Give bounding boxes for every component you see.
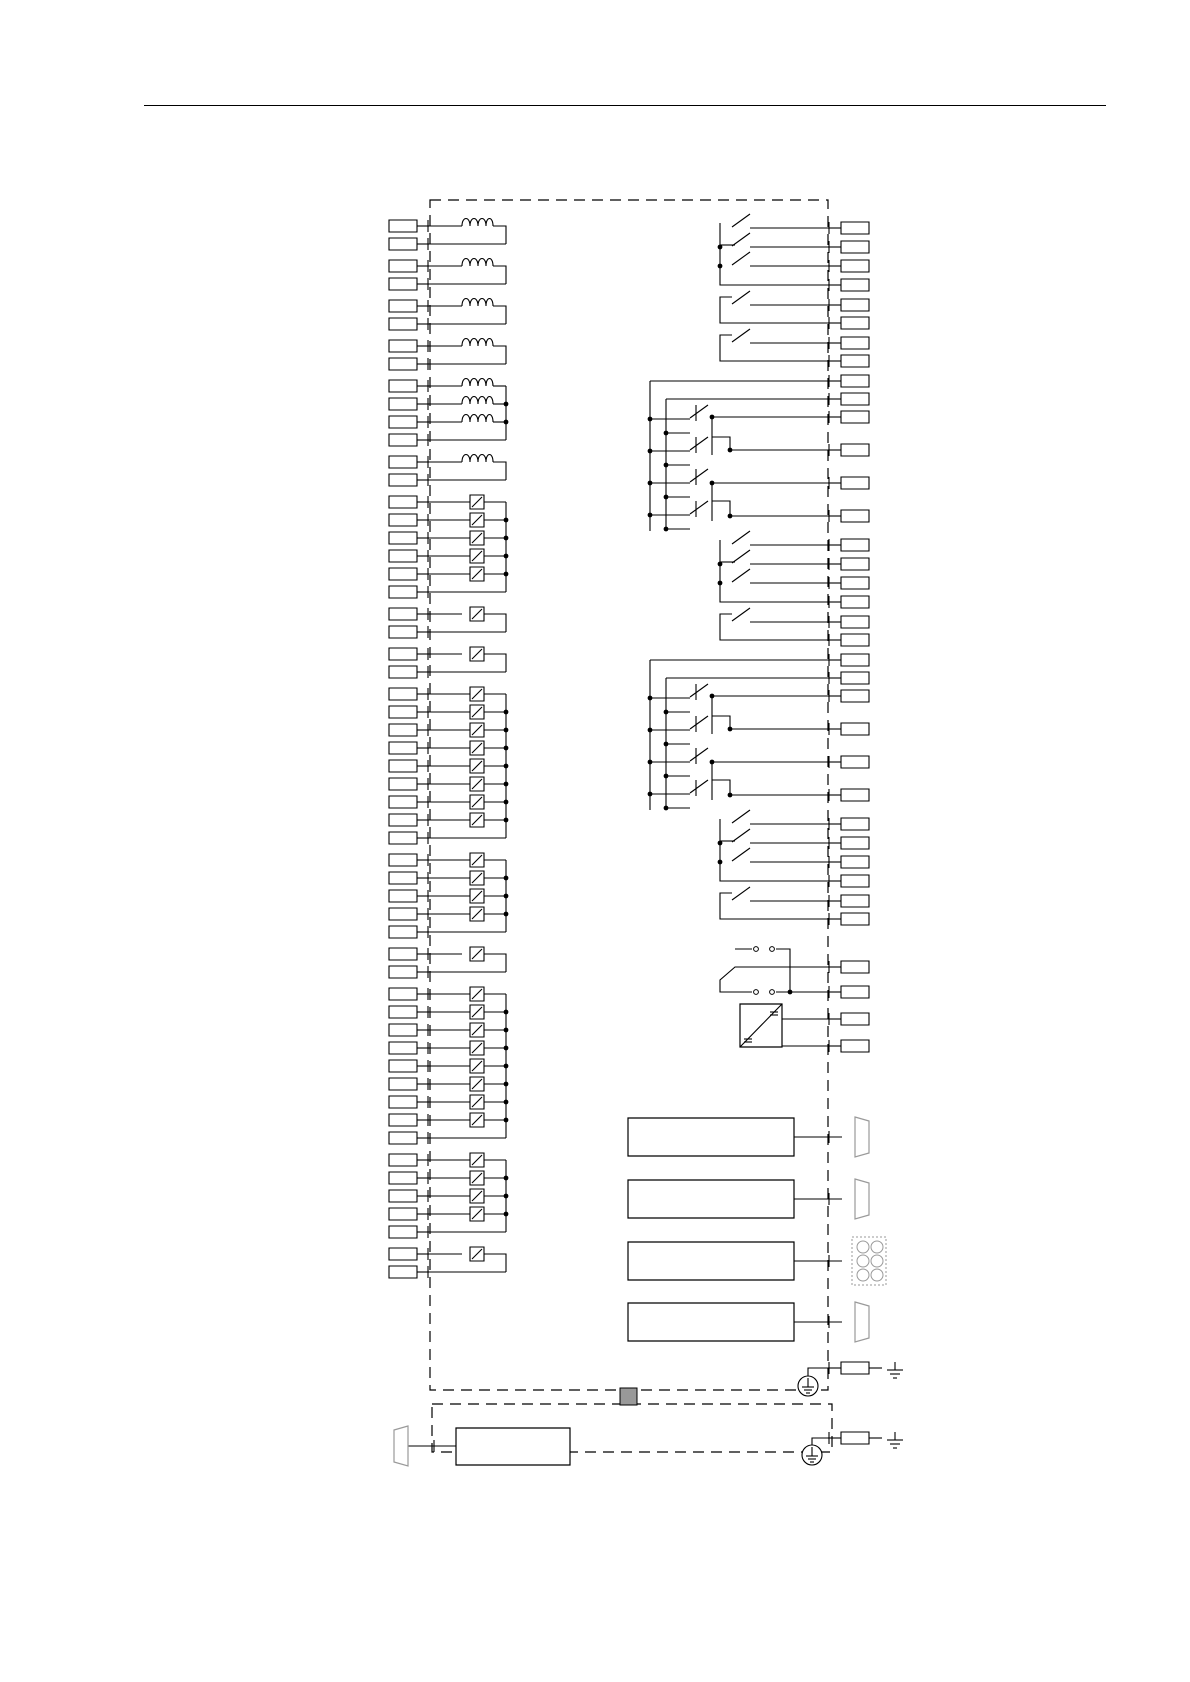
current-transformer-coil-icon (462, 339, 493, 347)
current-transformer-coil-icon (462, 455, 493, 463)
terminal-box (841, 1040, 869, 1052)
terminal-box (841, 789, 869, 801)
terminal-box (389, 260, 417, 272)
output-relay-single (720, 329, 869, 367)
junction-dot (504, 1064, 509, 1069)
terminal-block-transformer (389, 259, 506, 291)
junction-dot (504, 1100, 509, 1105)
relay-contact-blade (690, 405, 708, 418)
terminal-block-optocoupler (389, 647, 506, 678)
terminal-box (389, 568, 417, 580)
terminal-box (389, 1078, 417, 1090)
terminal-block-optocoupler (389, 947, 506, 978)
extension-board (394, 1426, 570, 1466)
terminal-box (389, 988, 417, 1000)
terminal-box (841, 539, 869, 551)
d-sub-connector-icon (394, 1426, 408, 1466)
terminal-box (389, 1060, 417, 1072)
terminal-box (841, 558, 869, 570)
terminal-box (389, 1042, 417, 1054)
relay-contact-blade (732, 531, 750, 544)
terminal-box (389, 760, 417, 772)
terminal-box (389, 872, 417, 884)
relay-contact-blade (732, 848, 750, 861)
terminal-box (841, 818, 869, 830)
junction-dot (504, 728, 509, 733)
ground-icon (887, 1362, 903, 1378)
terminal-box (389, 1208, 417, 1220)
junction-dot (728, 514, 733, 519)
junction-dot (504, 1010, 509, 1015)
terminal-block-transformer (389, 455, 506, 487)
wire (712, 501, 730, 516)
terminal-box (841, 961, 869, 973)
terminal-box (389, 1024, 417, 1036)
relay-contact-blade (732, 252, 750, 265)
terminal-box (389, 550, 417, 562)
terminal-box (841, 299, 869, 311)
fiber-port (871, 1255, 883, 1267)
terminal-box (389, 340, 417, 352)
junction-dot (504, 1176, 509, 1181)
terminal-box (841, 756, 869, 768)
wire (712, 780, 730, 795)
terminal-box (389, 966, 417, 978)
junction-dot (504, 800, 509, 805)
terminal-box (389, 474, 417, 486)
protective-earth-icon (802, 1445, 822, 1465)
terminal-box (841, 654, 869, 666)
current-transformer-coil-icon (462, 259, 493, 267)
terminal-box (389, 1266, 417, 1278)
junction-dot (504, 554, 509, 559)
terminal-block-transformer (389, 219, 506, 251)
terminal-box (841, 913, 869, 925)
output-relay-pair-common (718, 810, 869, 887)
terminal-box (841, 241, 869, 253)
junction-dot (504, 518, 509, 523)
earth-connection (802, 1432, 903, 1465)
relay-contact-blade (732, 569, 750, 582)
terminal-box (389, 358, 417, 370)
junction-dot (504, 402, 509, 407)
junction-dot (710, 694, 715, 699)
junction-dot (504, 746, 509, 751)
terminal-block-optocoupler_group (389, 495, 508, 598)
terminal-box (841, 279, 869, 291)
terminal-box (389, 1190, 417, 1202)
fiber-port (857, 1269, 869, 1281)
relay-contact-blade (732, 829, 750, 842)
terminal-block-transformer (389, 299, 506, 331)
wire (808, 1368, 828, 1376)
terminal-box (389, 1114, 417, 1126)
communication-module-4 (628, 1302, 869, 1342)
current-transformer-coil-icon (462, 299, 493, 307)
open-contact-dot (770, 990, 775, 995)
junction-dot (504, 1028, 509, 1033)
communication-module-1 (628, 1117, 869, 1157)
communication-module-3 (628, 1237, 886, 1285)
terminal-box (389, 890, 417, 902)
output-dc-dc-converter (740, 1004, 869, 1052)
terminal-box (389, 1006, 417, 1018)
earth-connection (798, 1362, 903, 1396)
terminal-box (389, 398, 417, 410)
relay-contact-blade (690, 469, 708, 482)
output-relay-pair-common (718, 531, 869, 608)
relay-contact-blade (690, 716, 708, 729)
terminal-box (389, 1248, 417, 1260)
wire (484, 654, 506, 672)
terminal-box (389, 238, 417, 250)
terminal-box (841, 375, 869, 387)
terminal-box (841, 875, 869, 887)
terminal-block-optocoupler_group (389, 987, 508, 1144)
terminal-box (841, 634, 869, 646)
fiber-optic-connector-icon (852, 1237, 886, 1285)
terminal-box (841, 355, 869, 367)
relay-contact-blade (690, 437, 708, 450)
output-relay-pair-common (718, 214, 869, 291)
relay-contact-blade (690, 684, 708, 697)
terminal-box (389, 742, 417, 754)
terminal-box (389, 380, 417, 392)
relay-contact-blade (732, 214, 750, 227)
terminal-box (389, 514, 417, 526)
current-transformer-coil-icon (462, 415, 493, 423)
junction-dot (718, 860, 723, 865)
open-contact-dot (770, 947, 775, 952)
terminal-box (389, 648, 417, 660)
terminal-block-optocoupler (389, 1247, 506, 1278)
junction-dot (504, 710, 509, 715)
terminal-box (389, 626, 417, 638)
junction-dot (504, 536, 509, 541)
junction-dot (504, 876, 509, 881)
junction-dot (710, 760, 715, 765)
protective-earth-icon (798, 1376, 818, 1396)
relay-contact-blade (732, 233, 750, 246)
terminal-box (389, 908, 417, 920)
junction-dot (504, 572, 509, 577)
wire (720, 223, 828, 285)
current-transformer-coil-icon (462, 397, 493, 405)
open-contact-dot (754, 990, 759, 995)
wire (776, 949, 790, 992)
terminal-block-transformer_group (389, 379, 508, 447)
terminal-box (841, 895, 869, 907)
junction-dot (728, 448, 733, 453)
wire (712, 716, 730, 729)
ground-icon (887, 1432, 903, 1448)
relay-contact-blade (732, 329, 750, 342)
board-link-block (620, 1388, 637, 1405)
terminal-box (389, 318, 417, 330)
junction-dot (710, 481, 715, 486)
terminal-box (841, 260, 869, 272)
wire (493, 346, 506, 364)
current-transformer-coil-icon (462, 379, 493, 387)
junction-dot (504, 1082, 509, 1087)
terminal-box (389, 796, 417, 808)
terminal-box (389, 926, 417, 938)
terminal-block-optocoupler_group (389, 687, 508, 844)
d-sub-connector-icon (855, 1302, 869, 1342)
terminal-block-transformer (389, 339, 506, 371)
junction-dot (504, 1212, 509, 1217)
terminal-box (389, 724, 417, 736)
terminal-box (389, 456, 417, 468)
terminal-box (389, 814, 417, 826)
terminal-box (841, 596, 869, 608)
terminal-box (389, 300, 417, 312)
fiber-port (871, 1241, 883, 1253)
communication-module-box (628, 1180, 794, 1218)
terminal-box (389, 854, 417, 866)
wire (493, 462, 506, 480)
extension-module-box (456, 1428, 570, 1465)
junction-dot (504, 764, 509, 769)
junction-dot (504, 420, 509, 425)
junction-dot (728, 793, 733, 798)
communication-module-box (628, 1242, 794, 1280)
wire (812, 1438, 828, 1445)
terminal-box (389, 532, 417, 544)
terminal-box (389, 608, 417, 620)
fiber-port (857, 1241, 869, 1253)
d-sub-connector-icon (855, 1179, 869, 1219)
output-relay-single (720, 291, 869, 329)
terminal-box (389, 706, 417, 718)
output-relay-single (720, 608, 869, 646)
junction-dot (504, 1194, 509, 1199)
relay-contact-blade (732, 887, 750, 900)
terminal-box (841, 856, 869, 868)
output-power-relay-bank (648, 654, 869, 810)
junction-dot (718, 264, 723, 269)
d-sub-connector-icon (855, 1117, 869, 1157)
wire (484, 1254, 506, 1272)
relay-contact-blade (732, 608, 750, 621)
current-transformer-coil-icon (462, 219, 493, 227)
terminal-box (841, 1362, 869, 1374)
communication-module-box (628, 1118, 794, 1156)
junction-dot (728, 727, 733, 732)
terminal-box (841, 393, 869, 405)
terminal-box (389, 496, 417, 508)
junction-dot (718, 581, 723, 586)
wire (720, 540, 828, 602)
terminal-box (841, 510, 869, 522)
terminal-box (841, 837, 869, 849)
terminal-box (389, 1096, 417, 1108)
terminal-box (841, 1013, 869, 1025)
fiber-port (857, 1255, 869, 1267)
terminal-block-optocoupler (389, 607, 506, 638)
junction-dot (504, 894, 509, 899)
terminal-box (841, 672, 869, 684)
terminal-box (389, 1132, 417, 1144)
terminal-box (389, 1226, 417, 1238)
wire (484, 614, 506, 632)
terminal-box (841, 577, 869, 589)
terminal-box (841, 411, 869, 423)
wire (712, 437, 730, 450)
output-watchdog-contact (720, 947, 869, 998)
terminal-box (389, 778, 417, 790)
communication-module-box (628, 1303, 794, 1341)
wire (493, 306, 506, 324)
terminal-box (389, 434, 417, 446)
open-contact-dot (754, 947, 759, 952)
fiber-port (871, 1269, 883, 1281)
terminal-block-optocoupler_group (389, 853, 508, 938)
wire (720, 819, 828, 881)
terminal-box (841, 337, 869, 349)
junction-dot (504, 1046, 509, 1051)
terminal-block-optocoupler_group (389, 1153, 508, 1238)
terminal-box (841, 986, 869, 998)
terminal-box (389, 278, 417, 290)
terminal-box (841, 616, 869, 628)
terminal-box (389, 666, 417, 678)
junction-dot (710, 415, 715, 420)
terminal-box (389, 832, 417, 844)
terminal-box (389, 688, 417, 700)
terminal-box (389, 586, 417, 598)
junction-dot (504, 818, 509, 823)
junction-dot (504, 782, 509, 787)
terminal-box (389, 948, 417, 960)
wire (493, 226, 506, 244)
wire (484, 954, 506, 972)
output-power-relay-bank (648, 375, 869, 531)
relay-contact-blade (732, 810, 750, 823)
terminal-box (389, 1154, 417, 1166)
junction-dot (504, 912, 509, 917)
relay-contact-blade (732, 291, 750, 304)
wire (720, 967, 828, 992)
relay-contact-blade (732, 550, 750, 563)
relay-contact-blade (690, 780, 708, 793)
output-relay-single (720, 887, 869, 925)
terminal-box (841, 723, 869, 735)
terminal-box (841, 317, 869, 329)
wire (493, 266, 506, 284)
terminal-box (841, 222, 869, 234)
communication-module-2 (628, 1179, 869, 1219)
junction-dot (504, 1118, 509, 1123)
terminal-box (841, 1432, 869, 1444)
terminal-box (841, 690, 869, 702)
terminal-box (389, 416, 417, 428)
terminal-box (841, 444, 869, 456)
terminal-box (389, 1172, 417, 1184)
relay-contact-blade (690, 501, 708, 514)
relay-contact-blade (690, 748, 708, 761)
terminal-box (389, 220, 417, 232)
terminal-box (841, 477, 869, 489)
